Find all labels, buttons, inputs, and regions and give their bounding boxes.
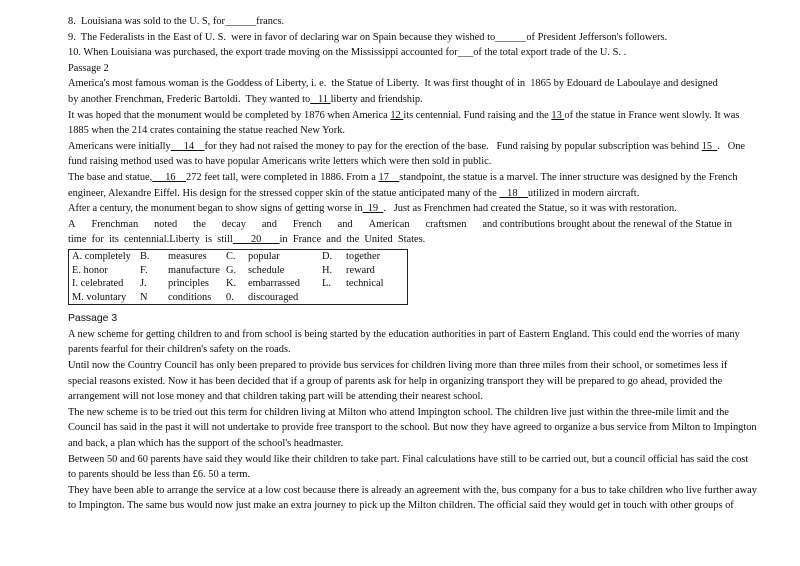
p3-line-3: Until now the Country Council has only been prepared to provide bus services for children living more than three miles from their school, or sometimes less if bbox=[68, 360, 728, 372]
text: 272 feet tall, were completed in 1886. From a bbox=[186, 171, 379, 183]
question-10: 10. When Louisiana was purchased, the export trade moving on the Mississippi accounted for___of the total export trade of the U. S. . bbox=[68, 47, 627, 59]
options-row bbox=[69, 249, 408, 263]
text: standpoint, the statue is a marvel. The inner structure was designed by the French bbox=[399, 171, 738, 183]
text: utilized in modern aircraft. bbox=[527, 187, 640, 199]
options-row bbox=[69, 264, 408, 278]
text: . One bbox=[717, 140, 745, 152]
p3-line-5: arrangement will not lose money and that children taking part will be attending their nearest school. bbox=[68, 391, 483, 403]
p3-line-4: special reasons existed. Now it has been decided that if a group of parents ask for help in organizing transport they will be prepared to go ahead, provided the bbox=[68, 375, 723, 387]
text: liberty and friendship. bbox=[330, 93, 423, 105]
word: French bbox=[292, 218, 322, 230]
option-cell: A. completely bbox=[72, 250, 131, 262]
option-cell: G. bbox=[226, 264, 237, 276]
text: in France and the United States. bbox=[279, 234, 426, 246]
blank-15: 15 bbox=[701, 140, 718, 152]
word: and bbox=[261, 218, 277, 230]
text: for they had not raised the money to pay for the erection of the base. Fund raising by popular subscription was behind bbox=[204, 140, 702, 152]
p2-line-2 bbox=[68, 92, 732, 108]
text: The base and statue, bbox=[68, 171, 153, 183]
p2-line-1: America's most famous woman is the Goddess of Liberty, i. e. the Statue of Liberty. It was first thought of in 1865 by Edouard de Laboulaye and designed bbox=[68, 78, 718, 90]
document-page bbox=[68, 14, 757, 514]
option-cell: together bbox=[346, 250, 381, 262]
word: the bbox=[193, 218, 206, 230]
p2-line-10 bbox=[68, 217, 732, 233]
option-cell: L. bbox=[322, 278, 331, 290]
text: of the statue in France went slowly. It was bbox=[564, 109, 740, 121]
option-cell: schedule bbox=[248, 264, 285, 276]
word: American bbox=[368, 218, 410, 230]
option-cell: reward bbox=[346, 264, 375, 276]
text: It was hoped that the monument would be completed by 1876 when America bbox=[68, 109, 391, 121]
p2-line-5 bbox=[68, 139, 745, 155]
passage-2-heading: Passage 2 bbox=[68, 62, 109, 74]
p3-line-11: They have been able to arrange the service at a low cost because there is already an agreement with the, bus company for a bus to take children who live further away bbox=[68, 484, 757, 496]
question-8: 8. Louisiana was sold to the U. S, for______francs. bbox=[68, 16, 285, 27]
word: A bbox=[68, 218, 76, 230]
text: time for its centennial.Liberty is still bbox=[68, 234, 233, 246]
p3-line-12: to Impington. The same bus would now just make an extra journey to pick up the Milton children. The official said they would get in touch with other groups of bbox=[68, 500, 734, 512]
option-cell: F. bbox=[140, 264, 148, 276]
word: and bbox=[337, 218, 353, 230]
option-cell: I. celebrated bbox=[72, 278, 124, 290]
option-cell: technical bbox=[346, 278, 384, 290]
p2-line-6: fund raising method used was to have popular Americans write letters which were then sold in public. bbox=[68, 156, 492, 168]
p3-line-7: Council has said in the past it will not undertake to provide free transport to the school. But now they have agreed to organize a bus service from Milton to Impington bbox=[68, 422, 757, 434]
text: engineer, Alexandre Eiffel. His design for the stressed copper skin of the statue anticipated many of the bbox=[68, 187, 500, 199]
options-row bbox=[69, 291, 408, 305]
option-cell: discouraged bbox=[248, 291, 299, 303]
option-cell: D. bbox=[322, 250, 333, 262]
p3-line-1: A new scheme for getting children to and from school is being started by the education authorities in part of Eastern England. This could end the worries of many bbox=[68, 328, 740, 340]
option-cell: B. bbox=[140, 250, 150, 262]
text: its centennial. Fund raising and the bbox=[403, 109, 552, 121]
blank-19: 19 bbox=[362, 203, 384, 215]
p2-line-9 bbox=[68, 201, 732, 217]
question-9: 9. The Federalists in the East of U. S. were in favor of declaring war on Spain because they wished to______of President Jefferson's followers. bbox=[68, 31, 668, 43]
option-cell: M. voluntary bbox=[72, 291, 127, 303]
p2-line-7 bbox=[68, 170, 738, 186]
p3-line-8: and back, a plan which has the support of the school's headmaster. bbox=[68, 438, 344, 450]
word: Frenchman bbox=[91, 218, 139, 230]
word: decay bbox=[221, 218, 246, 230]
option-cell: popular bbox=[248, 250, 280, 262]
options-row bbox=[69, 277, 408, 291]
blank-13: 13 bbox=[551, 109, 565, 121]
option-cell: H. bbox=[322, 264, 333, 276]
options-table bbox=[68, 249, 408, 305]
option-cell: manufacture bbox=[168, 264, 220, 276]
option-cell bbox=[343, 291, 408, 305]
word: craftsmen bbox=[425, 218, 467, 230]
blank-11: 11 bbox=[310, 93, 331, 105]
p3-line-9: Between 50 and 60 parents have said they would like their children to take part. Final calculations have still to be carried out, but a council official has said the cost bbox=[68, 453, 749, 465]
p2-line-4: 1885 when the 214 crates containing the statue reached New York. bbox=[68, 125, 346, 137]
blank-17: 17 bbox=[378, 171, 400, 183]
p3-line-6: The new scheme is to be tried out this term for children living at Milton who attend Impington school. The children live just within the three-mile limit and the bbox=[68, 406, 729, 418]
option-cell: C. bbox=[226, 250, 236, 262]
option-cell: 0. bbox=[226, 291, 234, 303]
option-cell: E. honor bbox=[72, 264, 108, 276]
option-cell: principles bbox=[168, 278, 209, 290]
blank-16: 16 bbox=[152, 171, 187, 183]
option-cell: conditions bbox=[168, 291, 212, 303]
passage-3-heading: Passage 3 bbox=[68, 313, 118, 325]
text: After a century, the monument began to show signs of getting worse in bbox=[68, 203, 363, 215]
p3-line-10: to parents should be less than £6. 50 a term. bbox=[68, 469, 251, 481]
option-cell: measures bbox=[168, 250, 207, 262]
option-cell bbox=[319, 291, 343, 305]
option-cell: K. bbox=[226, 278, 237, 290]
text: by another Frenchman, Frederic Bartoldi. They wanted to bbox=[68, 93, 311, 105]
blank-14: 14 bbox=[170, 140, 205, 152]
blank-20: 20 bbox=[232, 234, 280, 246]
p2-line-8 bbox=[68, 186, 732, 202]
p3-line-2: parents fearful for their children's safety on the roads. bbox=[68, 344, 291, 356]
text: . Just as Frenchmen had created the Statue, so it was with restoration. bbox=[383, 203, 677, 215]
option-cell: embarrassed bbox=[248, 278, 300, 290]
option-cell: N bbox=[140, 291, 148, 303]
blank-12: 12 bbox=[390, 109, 404, 121]
blank-18: 18 bbox=[499, 187, 528, 199]
option-cell: J. bbox=[140, 278, 147, 290]
word: and contributions brought about the renewal of the Statue in bbox=[482, 218, 732, 230]
p2-line-3 bbox=[68, 108, 740, 124]
word: noted bbox=[154, 218, 178, 230]
text: Americans were initially bbox=[68, 140, 171, 152]
p2-line-11 bbox=[68, 232, 732, 248]
